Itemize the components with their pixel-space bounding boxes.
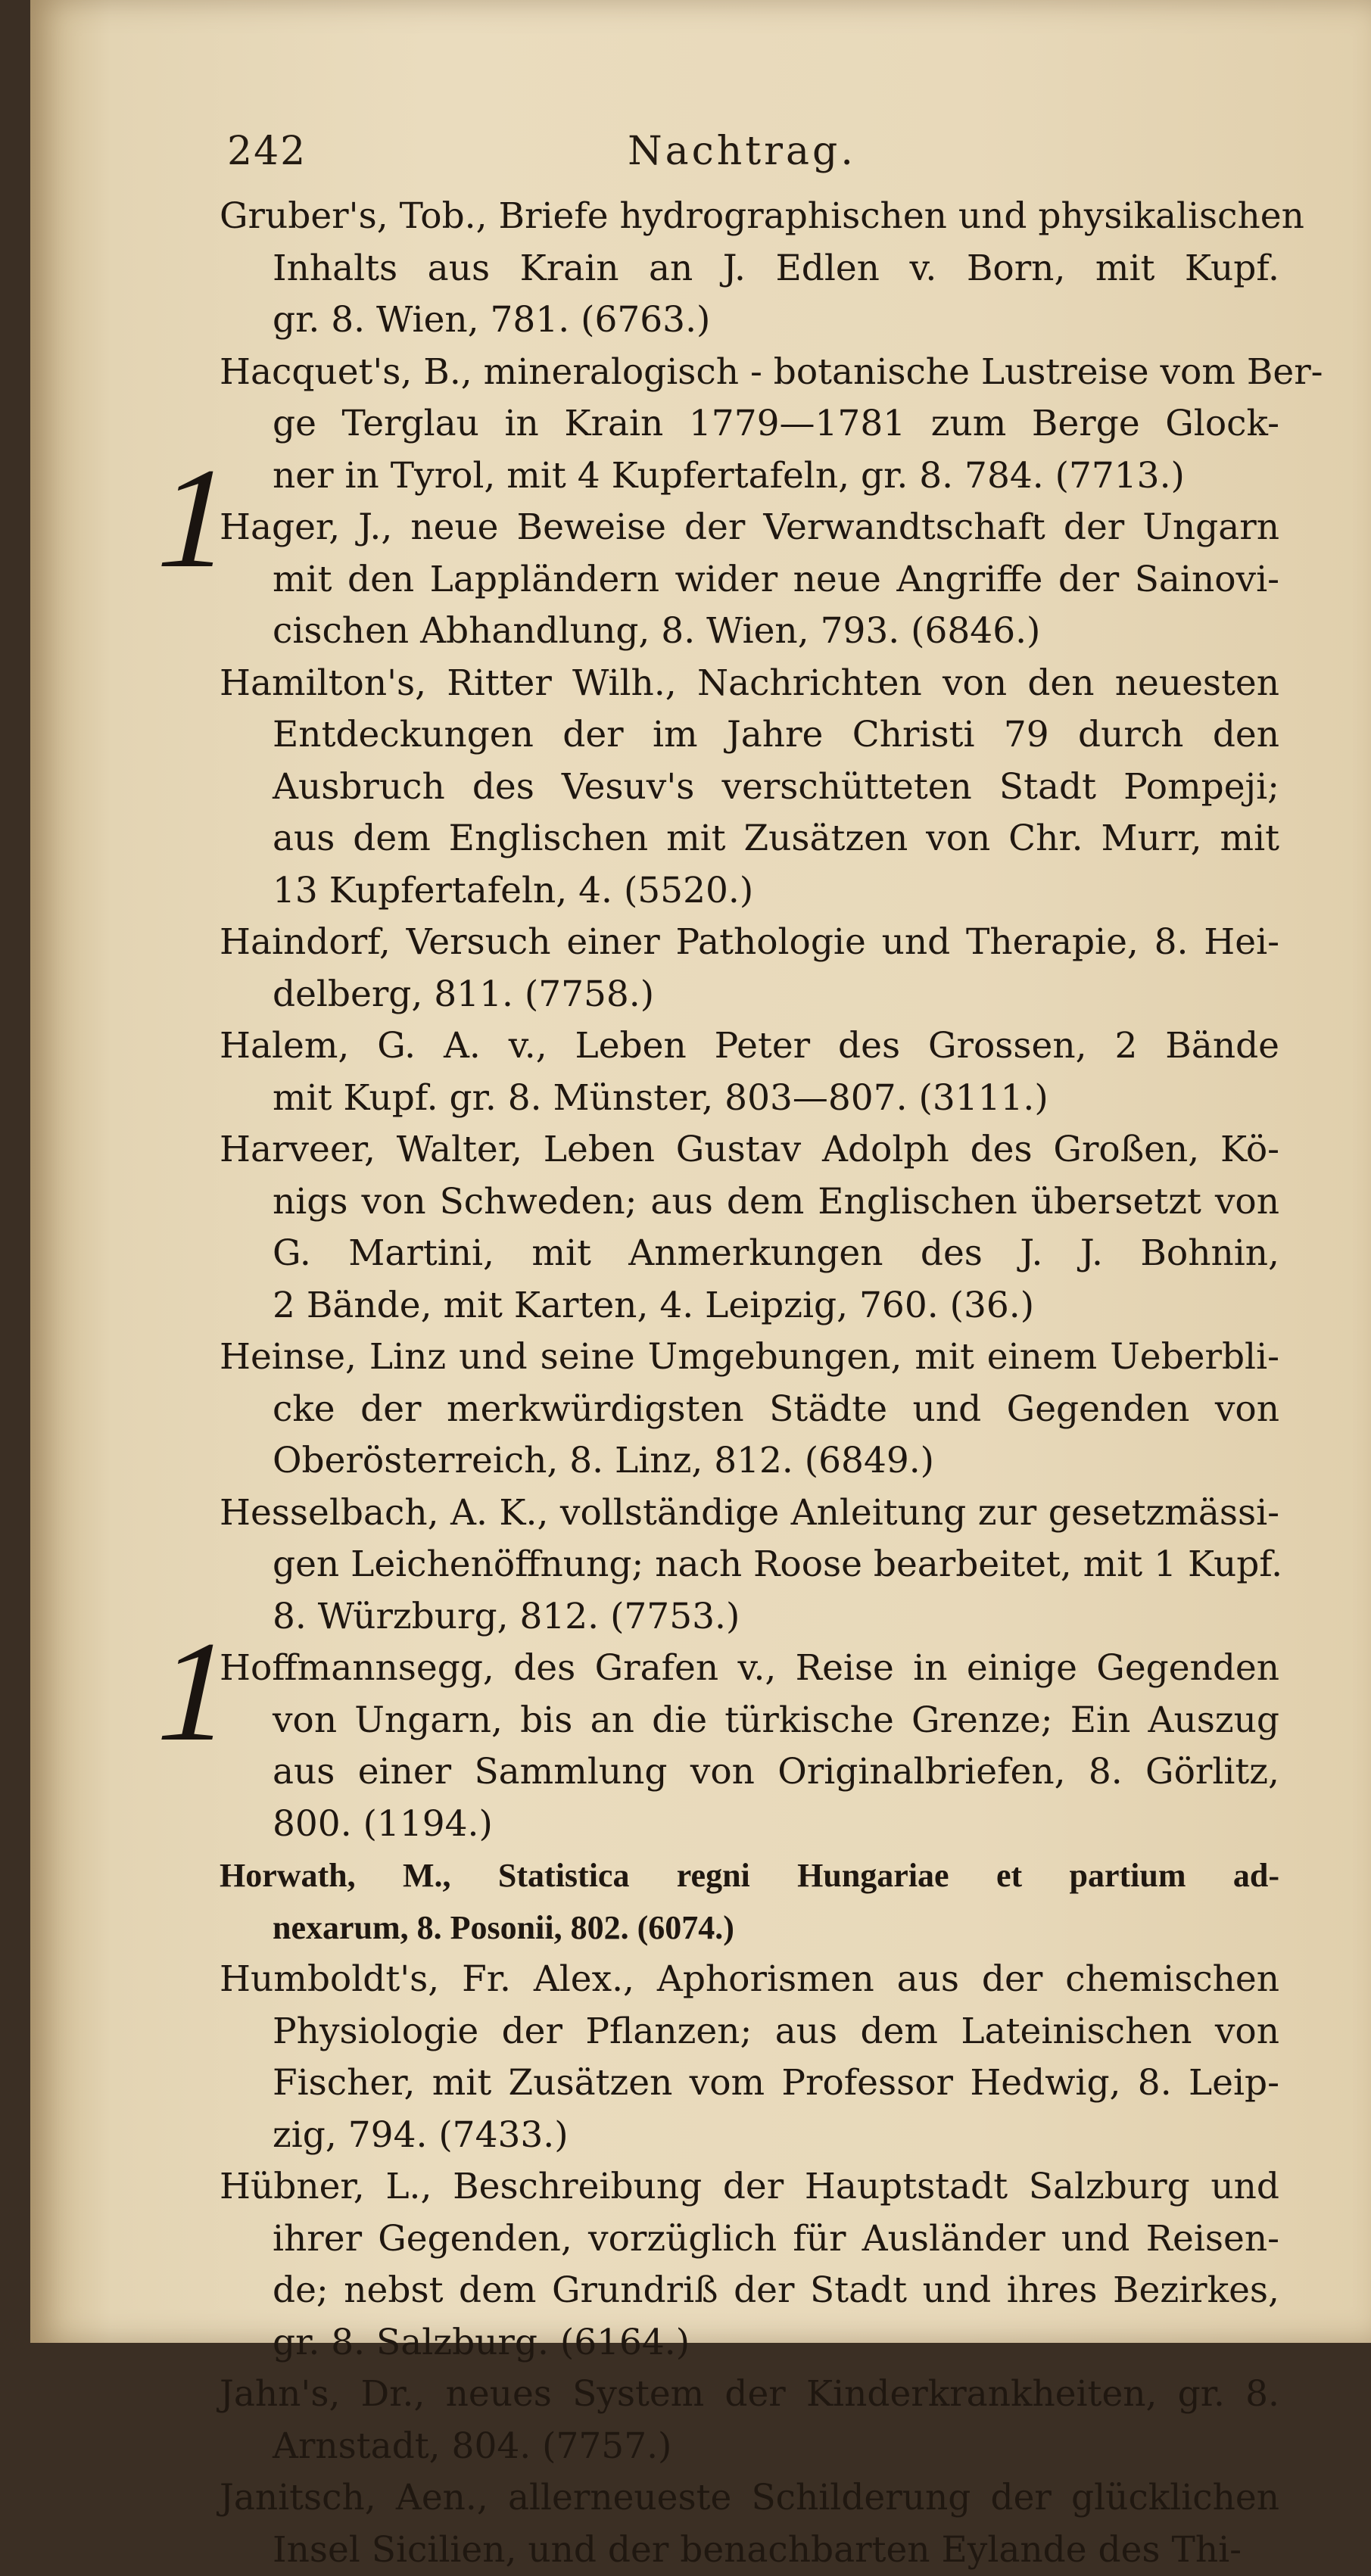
entry-text-line: ge Terglau in Krain 1779—1781 zum Berge Glock- <box>220 398 1279 450</box>
entry-heading-line: Hesselbach, A. K., vollständige Anleitung zur gesetzmässi- <box>220 1487 1279 1540</box>
entry-heading-line: Hamilton's, Ritter Wilh., Nachrichten von den neuesten <box>220 658 1279 710</box>
entry-heading-line: Jahn's, Dr., neues System der Kinderkrankheiten, gr. 8. <box>220 2369 1279 2421</box>
entry-text-line: 13 Kupfertafeln, 4. (5520.) <box>220 865 1279 917</box>
entry-text-line: delberg, 811. (7758.) <box>220 969 1279 1021</box>
entry-text-line: cischen Abhandlung, 8. Wien, 793. (6846.) <box>220 606 1279 658</box>
entry-text-line: Entdeckungen der im Jahre Christi 79 durch den <box>220 709 1279 762</box>
bibliography-entry <box>220 2369 1279 2472</box>
bibliography-entry <box>220 1643 1279 1850</box>
entry-text-line: Arnstadt, 804. (7757.) <box>220 2421 1279 2473</box>
entry-text-line: 8. Würzburg, 812. (7753.) <box>220 1591 1279 1643</box>
entry-text-line: mit Kupf. gr. 8. Münster, 803—807. (3111.) <box>220 1073 1279 1125</box>
page-number: 242 <box>227 129 307 174</box>
bibliography-entry <box>220 1850 1279 1954</box>
handwritten-margin-mark: 1 <box>144 1620 246 1764</box>
entry-heading-line: Heinse, Linz und seine Umgebungen, mit einem Ueberbli- <box>220 1332 1279 1384</box>
entry-text-line: gr. 8. Wien, 781. (6763.) <box>220 294 1279 347</box>
entry-text-line: 800. (1194.) <box>220 1799 1279 1851</box>
entry-text-line: G. Martini, mit Anmerkungen des J. J. Bohnin, <box>220 1228 1279 1280</box>
entry-text-line: aus dem Englischen mit Zusätzen von Chr. Murr, mit <box>220 813 1279 865</box>
entry-text-line: ihrer Gegenden, vorzüglich für Ausländer und Reisen- <box>220 2213 1279 2266</box>
entry-heading-line: Halem, G. A. v., Leben Peter des Grossen, 2 Bände <box>220 1020 1279 1073</box>
entry-heading-line: Hager, J., neue Beweise der Verwandtschaft der Ungarn <box>220 502 1279 554</box>
entry-text-line: 2 Bände, mit Karten, 4. Leipzig, 760. (36.) <box>220 1280 1279 1332</box>
entry-heading-line: Harveer, Walter, Leben Gustav Adolph des Großen, Kö- <box>220 1124 1279 1176</box>
entry-heading-line: Hoffmannsegg, des Grafen v., Reise in einige Gegenden <box>220 1643 1279 1695</box>
entry-text-line: gr. 8. Salzburg. (6164.) <box>220 2317 1279 2369</box>
bibliography-entry <box>220 1487 1279 1643</box>
bibliography-entry <box>220 1332 1279 1487</box>
entry-text-line: nigs von Schweden; aus dem Englischen übersetzt von <box>220 1176 1279 1229</box>
page-header <box>204 121 1279 182</box>
entry-text-line: nexarum, 8. Posonii, 802. (6074.) <box>220 1902 1279 1955</box>
entry-text-line: cke der merkwürdigsten Städte und Gegenden von <box>220 1384 1279 1436</box>
bibliography-entry <box>220 2161 1279 2369</box>
entry-text-line: gen Leichenöffnung; nach Roose bearbeitet, mit 1 Kupf. <box>220 1539 1279 1591</box>
bibliography-entries <box>220 191 1279 2576</box>
bibliography-entry <box>220 1954 1279 2161</box>
bibliography-entry <box>220 347 1279 503</box>
entry-text-line: zig, 794. (7433.) <box>220 2110 1279 2162</box>
running-head: Nachtrag. <box>204 129 1279 174</box>
entry-text-line: Insel Sicilien, und der benachbarten Eylande des Thi- <box>220 2525 1279 2576</box>
bibliography-entry <box>220 502 1279 658</box>
bibliography-entry <box>220 917 1279 1020</box>
entry-text-line: Physiologie der Pflanzen; aus dem Lateinischen von <box>220 2006 1279 2058</box>
handwritten-margin-mark: 1 <box>144 447 246 590</box>
entry-text-line: Oberösterreich, 8. Linz, 812. (6849.) <box>220 1435 1279 1487</box>
entry-heading-line: Humboldt's, Fr. Alex., Aphorismen aus der chemischen <box>220 1954 1279 2006</box>
entry-heading-line: Hacquet's, B., mineralogisch - botanische Lustreise vom Ber- <box>220 347 1279 399</box>
entry-text-line: von Ungarn, bis an die türkische Grenze; Ein Auszug <box>220 1695 1279 1747</box>
entry-text-line: Ausbruch des Vesuv's verschütteten Stadt Pompeji; <box>220 762 1279 814</box>
bibliography-entry <box>220 2472 1279 2576</box>
entry-text-line: de; nebst dem Grundriß der Stadt und ihres Bezirkes, <box>220 2265 1279 2317</box>
book-page <box>30 0 1371 2343</box>
entry-heading-line: Gruber's, Tob., Briefe hydrographischen und physikalischen <box>220 191 1279 243</box>
entry-text-line: aus einer Sammlung von Originalbriefen, 8. Görlitz, <box>220 1746 1279 1799</box>
entry-text-line: ner in Tyrol, mit 4 Kupfertafeln, gr. 8. 784. (7713.) <box>220 450 1279 503</box>
entry-heading-line: Hübner, L., Beschreibung der Hauptstadt Salzburg und <box>220 2161 1279 2213</box>
bibliography-entry <box>220 658 1279 917</box>
bibliography-entry <box>220 1124 1279 1332</box>
entry-text-line: Inhalts aus Krain an J. Edlen v. Born, mit Kupf. <box>220 243 1279 295</box>
entry-text-line: mit den Lappländern wider neue Angriffe der Sainovi- <box>220 554 1279 606</box>
entry-heading-line: Janitsch, Aen., allerneueste Schilderung der glücklichen <box>220 2472 1279 2525</box>
entry-heading-line: Horwath, M., Statistica regni Hungariae et partium ad- <box>220 1850 1279 1902</box>
entry-heading-line: Haindorf, Versuch einer Pathologie und Therapie, 8. Hei- <box>220 917 1279 969</box>
entry-text-line: Fischer, mit Zusätzen vom Professor Hedwig, 8. Leip- <box>220 2057 1279 2110</box>
bibliography-entry <box>220 1020 1279 1124</box>
bibliography-entry <box>220 191 1279 347</box>
